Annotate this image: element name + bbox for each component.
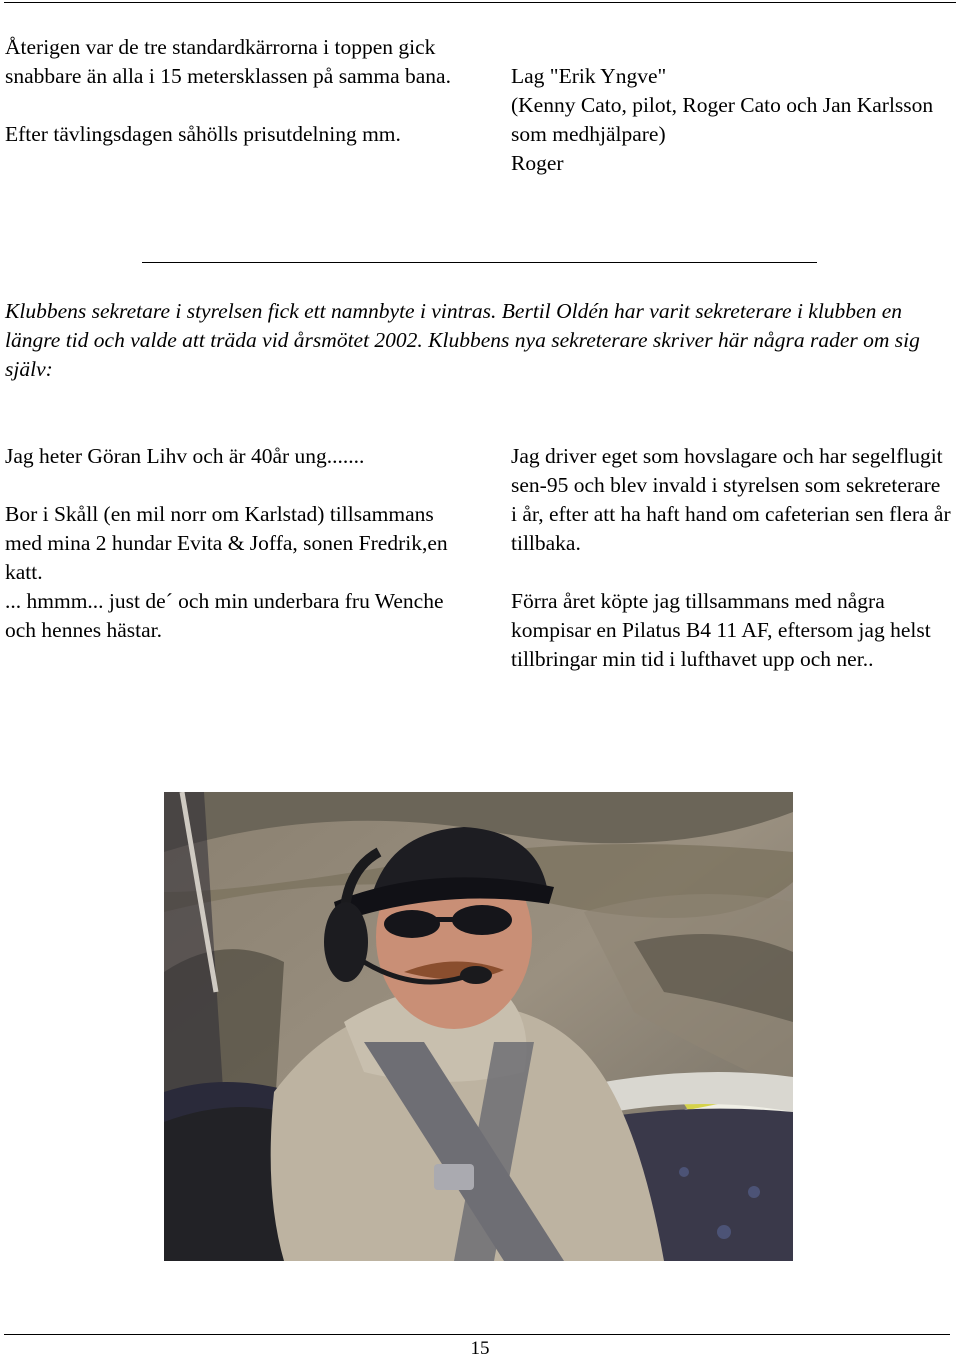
pilot-photo xyxy=(164,792,793,1261)
team-members: (Kenny Cato, pilot, Roger Cato och Jan Karlsson som medhjälpare) xyxy=(511,93,934,146)
top-left-column xyxy=(5,33,475,149)
prize-paragraph: Efter tävlingsdagen såhölls prisutdelning mm. xyxy=(5,122,401,146)
intro-text: Klubbens sekretare i styrelsen fick ett namnbyte i vintras. Bertil Oldén har varit sekreterare i klubben en längre tid och valde att träda vid årsmötet 2002. Klubbens nya sekreterare skriver här några rader om sig själv: xyxy=(5,299,920,381)
left-column xyxy=(5,442,475,645)
intro-paragraph xyxy=(5,297,953,384)
right-paragraph-2: Förra året köpte jag tillsammans med några kompisar en Pilatus B4 11 AF, eftersom jag helst tillbringar min tid i lufthavet upp och ner.. xyxy=(511,589,931,671)
left-paragraph-2: Bor i Skåll (en mil norr om Karlstad) tillsammans med mina 2 hundar Evita & Joffa, sonen Fredrik,en katt. xyxy=(5,502,448,584)
page-number: 15 xyxy=(470,1338,490,1359)
footer-rule xyxy=(4,1334,950,1335)
race-paragraph: Återigen var de tre standardkärrorna i toppen gick snabbare än alla i 15 metersklassen på samma bana. xyxy=(5,35,451,88)
left-paragraph-1: Jag heter Göran Lihv och är 40år ung....... xyxy=(5,444,365,468)
left-paragraph-3: ... hmmm... just de´ och min underbara fru Wenche och hennes hästar. xyxy=(5,589,444,642)
author-signature: Roger xyxy=(511,151,564,175)
header-rule xyxy=(4,2,956,3)
team-name: Lag "Erik Yngve" xyxy=(511,64,667,88)
pilot-photo-illustration xyxy=(164,792,793,1261)
right-paragraph-1: Jag driver eget som hovslagare och har segelflugit sen-95 och blev invald i styrelsen som sekreterare i år, efter att ha haft hand om cafeterian sen flera år tillbaka. xyxy=(511,444,951,555)
section-divider xyxy=(142,262,817,263)
right-column xyxy=(511,442,951,674)
top-right-column xyxy=(511,62,951,178)
